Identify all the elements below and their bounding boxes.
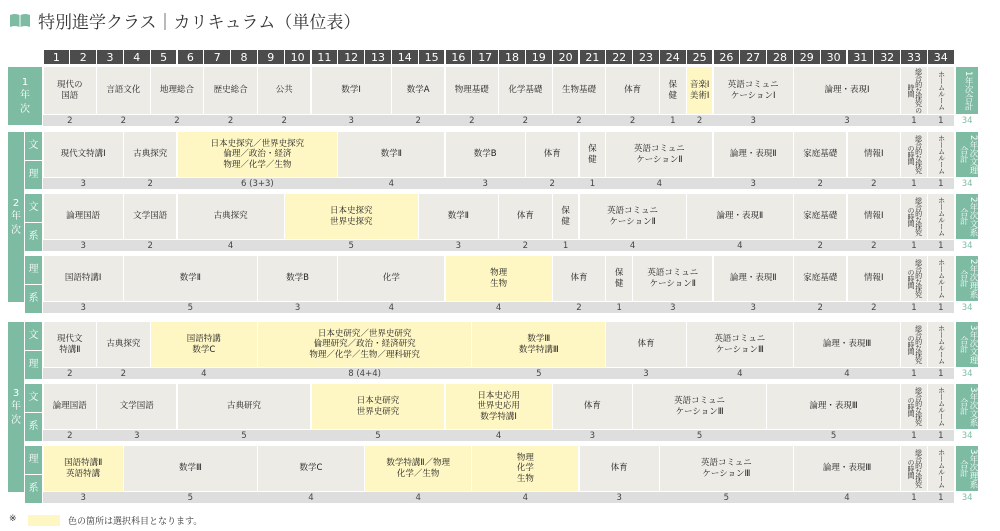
units-value: 4	[388, 302, 395, 313]
units-value: 1	[938, 492, 944, 503]
units-value: 5	[830, 430, 837, 441]
subject-cell: 英語コミュニ ケーションⅡ	[633, 256, 712, 301]
subject-cell: 論理国語	[44, 194, 123, 239]
units-value: 3	[80, 178, 86, 189]
period-header: 23	[633, 50, 659, 64]
subject-cell: 体育	[606, 67, 658, 114]
units-value: 1	[589, 178, 596, 189]
units-value: 1	[938, 115, 944, 126]
units-value: 1	[938, 302, 944, 313]
track-label: 系	[25, 223, 42, 251]
total-label-text: 2年次文理合計	[958, 134, 978, 175]
period-header: 31	[848, 50, 874, 64]
subject-cell: 英語コミュニ ケーションⅢ	[633, 384, 766, 429]
subject-cell: 現代文特講Ⅰ	[44, 132, 123, 177]
units-value: 2	[871, 178, 877, 189]
homeroom-cell: ホームルーム	[928, 322, 954, 367]
subject-cell: 情報Ⅰ	[848, 132, 900, 177]
subject-cell: 物理基礎	[446, 67, 498, 114]
units-value: 1	[911, 115, 917, 126]
period-header: 18	[499, 50, 525, 64]
total-units: 34	[961, 240, 973, 251]
subject-cell: 体育	[526, 132, 578, 177]
subject-cell: 古典探究	[97, 322, 149, 367]
track-label: 系	[25, 475, 42, 503]
grade-3-label: 3 年 次	[8, 322, 24, 492]
homeroom-cell: ホームルーム	[928, 446, 954, 491]
units-value: 1	[938, 430, 944, 441]
track-label: 理	[25, 446, 42, 474]
total-label-text: 1年次合計	[963, 70, 974, 111]
elective-color-swatch	[28, 515, 60, 526]
subject-cell: 英語コミュニ ケーションⅡ	[606, 132, 712, 177]
period-header: 2	[70, 50, 96, 64]
period-header: 3	[97, 50, 123, 64]
track-label: 理	[25, 256, 42, 284]
total-units: 34	[961, 115, 973, 126]
units-value: 4	[737, 240, 743, 251]
total-label	[956, 194, 978, 239]
subject-cell: 家庭基礎	[794, 194, 846, 239]
subject-cell: 生物基礎	[553, 67, 605, 114]
period-header: 9	[258, 50, 284, 64]
units-value: 5	[187, 492, 194, 503]
subject-cell: 体育	[580, 446, 659, 491]
subject-cell: 言語文化	[97, 67, 149, 114]
period-header: 19	[526, 50, 552, 64]
subject-cell: 英語コミュニ ケーションⅢ	[660, 446, 793, 491]
units-value: 3	[844, 115, 850, 126]
units-value: 2	[629, 115, 636, 126]
units-value: 2	[817, 302, 823, 313]
period-header: 17	[472, 50, 498, 64]
units-value: 1	[562, 240, 569, 251]
subject-cell: 情報Ⅰ	[848, 256, 900, 301]
homeroom-cell: ホームルーム	[928, 384, 954, 429]
units-value: 4	[844, 492, 850, 503]
subject-cell: 家庭基礎	[794, 256, 846, 301]
total-label-text: 3年次理系合計	[958, 448, 978, 489]
units-value: 2	[576, 115, 582, 126]
units-value: 5	[723, 492, 730, 503]
elective-subject-cell: 物理 化学 生物	[472, 446, 578, 491]
subject-cell: 現代の 国語	[44, 67, 96, 114]
units-value: 4	[522, 492, 529, 503]
period-header: 29	[794, 50, 820, 64]
integrated-study-cell: 総合的な探究の時間	[901, 67, 927, 114]
units-value: 2	[549, 178, 555, 189]
subject-cell: 論理・表現Ⅱ	[714, 256, 793, 301]
units-value: 3	[750, 115, 756, 126]
period-header: 28	[767, 50, 793, 64]
total-label	[956, 446, 978, 491]
period-header: 8	[231, 50, 257, 64]
units-value: 1	[911, 178, 917, 189]
track-label: 文	[25, 384, 42, 412]
units-value: 5	[187, 302, 194, 313]
subject-cell: 英語コミュニ ケーションⅠ	[714, 67, 793, 114]
units-value: 3	[134, 430, 140, 441]
units-value: 2	[281, 115, 287, 126]
period-header: 25	[687, 50, 713, 64]
integrated-study-cell: 総合的な探究の時間	[901, 132, 927, 177]
integrated-study-cell: 総合的な探究の時間	[901, 384, 927, 429]
subject-cell: 歴史総合	[204, 67, 256, 114]
elective-subject-cell: 国語特講Ⅱ 英語特講	[44, 446, 123, 491]
period-header: 30	[821, 50, 847, 64]
units-value: 2	[67, 430, 73, 441]
period-header: 4	[124, 50, 150, 64]
subject-cell: 数学A	[392, 67, 444, 114]
units-value: 3	[750, 302, 756, 313]
subject-cell: 情報Ⅰ	[848, 194, 900, 239]
period-header: 24	[660, 50, 686, 64]
units-value: 4	[388, 178, 395, 189]
units-value: 2	[522, 115, 529, 126]
units-value: 1	[911, 492, 917, 503]
total-label	[956, 256, 978, 301]
period-header: 27	[740, 50, 766, 64]
units-value: 4	[656, 178, 663, 189]
units-value: 2	[576, 302, 582, 313]
subject-cell: 古典探究	[178, 194, 284, 239]
units-value: 2	[469, 115, 475, 126]
units-value: 5	[348, 240, 354, 251]
units-value: 2	[67, 115, 73, 126]
units-value: 2	[120, 115, 127, 126]
subject-cell: 保 健	[580, 132, 606, 177]
track-label: 文	[25, 322, 42, 350]
units-value: 3	[455, 240, 462, 251]
subject-cell: 保 健	[660, 67, 686, 114]
period-header: 15	[419, 50, 445, 64]
units-value: 3	[348, 115, 354, 126]
total-label	[956, 322, 978, 367]
total-label	[956, 67, 978, 114]
elective-subject-cell: 音楽Ⅰ 美術Ⅰ	[687, 67, 713, 114]
units-value: 5	[696, 430, 703, 441]
units-value: 2	[817, 178, 823, 189]
units-value: 3	[80, 492, 86, 503]
subject-cell: 文学国語	[97, 384, 176, 429]
subject-cell: 古典探究	[124, 132, 176, 177]
units-value: 4	[227, 240, 234, 251]
total-label-text: 2年次文系合計	[958, 196, 978, 237]
subject-cell: 地理総合	[151, 67, 203, 114]
units-value: 4	[495, 430, 502, 441]
period-header: 26	[714, 50, 740, 64]
units-value: 2	[227, 115, 234, 126]
period-header: 1	[44, 50, 70, 64]
period-header: 12	[338, 50, 364, 64]
period-header: 21	[580, 50, 606, 64]
units-value: 5	[536, 368, 542, 379]
book-icon	[9, 13, 31, 28]
total-units: 34	[961, 368, 973, 379]
elective-subject-cell: 日本史応用 世界史応用 数学特講Ⅰ	[446, 384, 552, 429]
subject-cell: 保 健	[606, 256, 632, 301]
total-units: 34	[961, 302, 973, 313]
period-header: 13	[365, 50, 391, 64]
subject-cell: 論理・表現Ⅱ	[714, 132, 793, 177]
subject-cell: 家庭基礎	[794, 132, 846, 177]
period-header: 7	[204, 50, 230, 64]
units-value: 2	[147, 240, 153, 251]
total-units: 34	[961, 178, 973, 189]
units-value: 2	[120, 368, 127, 379]
period-header: 11	[312, 50, 338, 64]
units-value: 1	[616, 302, 622, 313]
units-value: 1	[911, 240, 917, 251]
subject-cell: 化学基礎	[499, 67, 551, 114]
period-header: 34	[928, 50, 954, 64]
units-value: 4	[629, 240, 636, 251]
track-label: 文	[25, 132, 42, 160]
units-value: 4	[201, 368, 207, 379]
grade-1-label: 1 年 次	[8, 67, 42, 125]
period-header: 22	[606, 50, 632, 64]
grade-2-label: 2 年 次	[8, 132, 24, 302]
units-value: 3	[643, 368, 649, 379]
total-label	[956, 132, 978, 177]
subject-cell: 論理・表現Ⅲ	[767, 384, 900, 429]
integrated-study-cell: 総合的な探究の時間	[901, 194, 927, 239]
subject-cell: 数学Ⅱ	[338, 132, 444, 177]
integrated-study-cell: 総合的な探究の時間	[901, 446, 927, 491]
units-value: 1	[911, 302, 917, 313]
elective-subject-cell: 物理 生物	[446, 256, 552, 301]
integrated-study-cell: 総合的な探究の時間	[901, 322, 927, 367]
units-value: 3	[589, 430, 596, 441]
subject-cell: 体育	[553, 256, 605, 301]
subject-cell: 数学Ⅱ	[419, 194, 498, 239]
total-units: 34	[961, 430, 973, 441]
subject-cell: 体育	[606, 322, 685, 367]
units-value: 3	[80, 240, 86, 251]
track-label: 理	[25, 351, 42, 379]
elective-subject-cell: 日本史探究 世界史探究	[285, 194, 418, 239]
subject-cell: 数学Ⅰ	[312, 67, 391, 114]
track-label: 系	[25, 285, 42, 313]
units-value: 5	[241, 430, 247, 441]
total-label-text: 2年次理系合計	[958, 258, 978, 299]
period-header: 6	[178, 50, 204, 64]
units-value: 2	[174, 115, 180, 126]
units-value: 4	[415, 492, 421, 503]
subject-cell: 英語コミュニ ケーションⅡ	[580, 194, 686, 239]
units-value: 2	[871, 302, 877, 313]
elective-subject-cell: 数学Ⅲ 数学特講Ⅲ	[472, 322, 605, 367]
units-value: 4	[495, 302, 502, 313]
total-label-text: 3年次文理合計	[958, 324, 978, 365]
period-header: 32	[874, 50, 900, 64]
units-value: 4	[737, 368, 743, 379]
homeroom-cell: ホームルーム	[928, 194, 954, 239]
subject-cell: 化学	[338, 256, 444, 301]
units-value: 2	[522, 240, 529, 251]
units-value: 2	[696, 115, 703, 126]
elective-subject-cell: 日本史研究 世界史研究	[312, 384, 445, 429]
subject-cell: 現代文 特講Ⅱ	[44, 322, 96, 367]
subject-cell: 論理国語	[44, 384, 96, 429]
subject-cell: 文学国語	[124, 194, 176, 239]
elective-subject-cell: 数学特講Ⅱ／物理 化学／生物	[365, 446, 471, 491]
elective-subject-cell: 日本史研究／世界史研究 倫理研究／政治・経済研究 物理／化学／生物／理科研究	[258, 322, 471, 367]
period-header: 33	[901, 50, 927, 64]
units-value: 1	[911, 368, 917, 379]
units-value: 2	[415, 115, 421, 126]
subject-cell: 論理・表現Ⅲ	[794, 322, 900, 367]
elective-subject-cell: 国語特講 数学C	[151, 322, 257, 367]
units-value: 3	[616, 492, 622, 503]
page-title: 特別進学クラス｜カリキュラム（単位表）	[38, 13, 361, 33]
units-value: 2	[67, 368, 73, 379]
integrated-study-cell: 総合的な探究の時間	[901, 256, 927, 301]
subject-cell: 数学B	[446, 132, 525, 177]
units-value: 3	[670, 302, 676, 313]
track-label: 系	[25, 413, 42, 441]
units-value: 3	[294, 302, 301, 313]
units-value: 8 (4+4)	[348, 368, 381, 379]
homeroom-cell: ホームルーム	[928, 67, 954, 114]
period-header: 16	[446, 50, 472, 64]
subject-cell: 数学B	[258, 256, 337, 301]
period-header: 14	[392, 50, 418, 64]
elective-subject-cell: 日本史探究／世界史探究 倫理／政治・経済 物理／化学／生物	[178, 132, 338, 177]
units-value: 3	[80, 302, 86, 313]
subject-cell: 体育	[553, 384, 632, 429]
subject-cell: 論理・表現Ⅰ	[794, 67, 900, 114]
units-value: 4	[844, 368, 850, 379]
track-label: 理	[25, 161, 42, 189]
subject-cell: 体育	[499, 194, 551, 239]
subject-cell: 公共	[258, 67, 310, 114]
units-value: 1	[911, 430, 917, 441]
units-value: 2	[871, 240, 877, 251]
units-value: 2	[817, 240, 823, 251]
units-value: 1	[938, 178, 944, 189]
total-units: 34	[961, 492, 973, 503]
units-value: 4	[308, 492, 314, 503]
units-value: 3	[482, 178, 488, 189]
units-value: 1	[938, 240, 944, 251]
subject-cell: 国語特講Ⅰ	[44, 256, 123, 301]
subject-cell: 英語コミュニ ケーションⅢ	[687, 322, 793, 367]
period-header: 10	[285, 50, 311, 64]
period-header: 5	[151, 50, 177, 64]
subject-cell: 論理・表現Ⅲ	[794, 446, 900, 491]
units-value: 5	[375, 430, 381, 441]
period-header: 20	[553, 50, 579, 64]
track-label: 文	[25, 194, 42, 222]
homeroom-cell: ホームルーム	[928, 256, 954, 301]
subject-cell: 保 健	[553, 194, 579, 239]
units-value: 2	[147, 178, 153, 189]
units-value: 1	[670, 115, 676, 126]
subject-cell: 数学Ⅲ	[124, 446, 257, 491]
total-label-text: 3年次文系合計	[958, 386, 978, 427]
homeroom-cell: ホームルーム	[928, 132, 954, 177]
units-value: 1	[938, 368, 944, 379]
subject-cell: 論理・表現Ⅱ	[687, 194, 793, 239]
note-text: 色の箇所は選択科目となります。	[68, 517, 203, 527]
units-value: 3	[750, 178, 756, 189]
units-value: 6 (3+3)	[241, 178, 274, 189]
subject-cell: 数学Ⅱ	[124, 256, 257, 301]
total-label	[956, 384, 978, 429]
subject-cell: 数学C	[258, 446, 364, 491]
note-mark: ※	[9, 514, 17, 524]
subject-cell: 古典研究	[178, 384, 311, 429]
